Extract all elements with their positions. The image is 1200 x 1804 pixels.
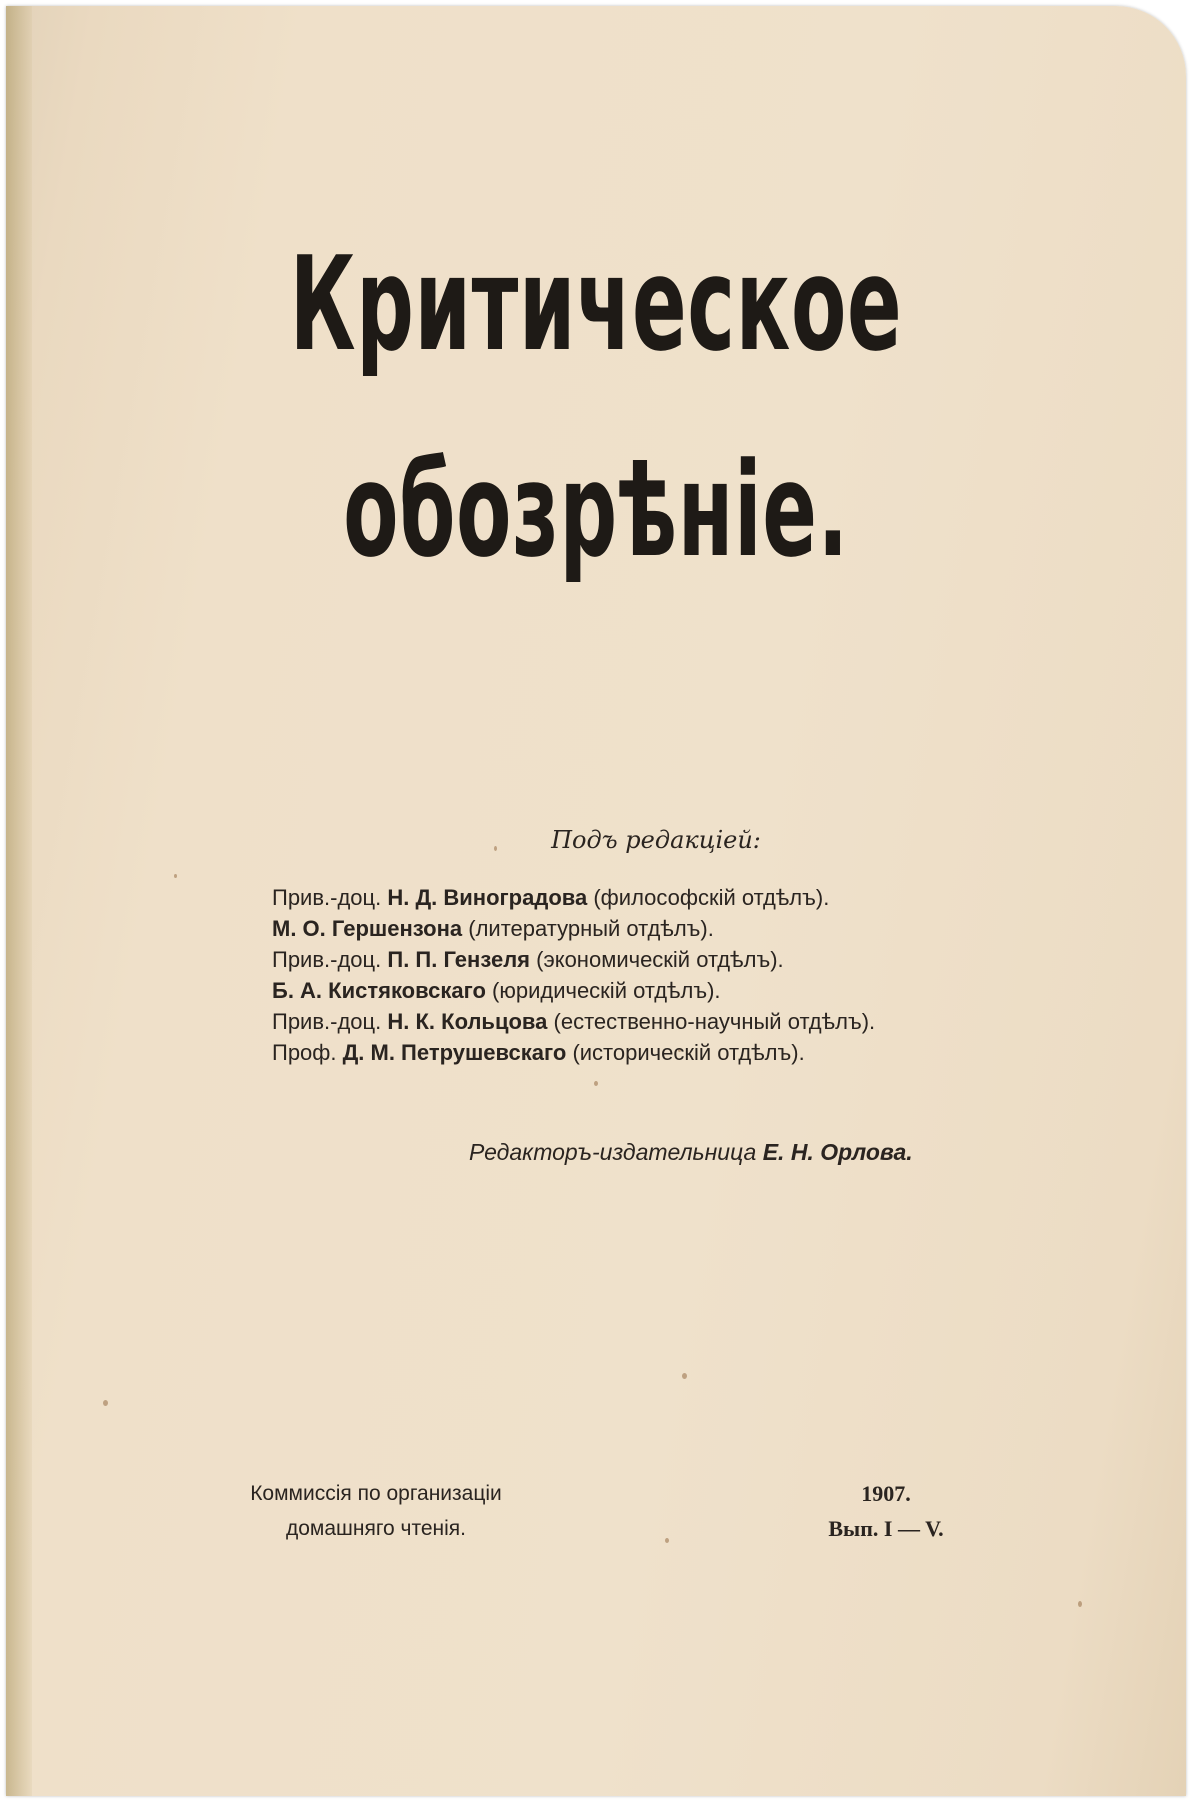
editor-name: Н. Д. Виноградова	[387, 885, 588, 910]
editor-name: П. П. Гензеля	[387, 947, 531, 972]
editor-department: (экономическій отдѣлъ).	[530, 947, 784, 972]
editor-prefix: Проф.	[272, 1040, 343, 1065]
footer-organization	[206, 1476, 546, 1546]
organization-line-2: домашняго чтенія.	[285, 1517, 467, 1540]
publisher-name: Е. Н. Орлова.	[762, 1139, 913, 1165]
editor-line	[272, 1006, 875, 1037]
publisher-line	[469, 1139, 913, 1166]
editor-name: Д. М. Петрушевскаго	[342, 1040, 567, 1065]
title-line-2: обозрѣніе.	[343, 434, 849, 586]
organization-line-1: Коммиссія по организаціи	[250, 1482, 502, 1505]
editors-list	[272, 882, 875, 1068]
spine-stain	[6, 6, 32, 1796]
foxing-spot	[682, 1373, 687, 1379]
editor-line	[272, 944, 875, 975]
editor-name: Б. А. Кистяковскаго	[272, 978, 486, 1003]
issue-range: Вып. I — V.	[828, 1516, 944, 1541]
foxing-spot	[594, 1081, 598, 1086]
publication-year: 1907.	[861, 1481, 911, 1506]
title-line-1: Критическое	[289, 228, 903, 380]
editor-prefix: Прив.-доц.	[272, 947, 388, 972]
editor-name: М. О. Гершензона	[272, 916, 463, 941]
foxing-spot	[1078, 1601, 1082, 1607]
editors-heading: Подъ редакціей:	[551, 826, 761, 854]
editor-department: (историческій отдѣлъ).	[566, 1040, 805, 1065]
foxing-spot	[174, 874, 177, 878]
editor-department: (естественно-научный отдѣлъ).	[547, 1009, 876, 1034]
title-page	[6, 6, 1186, 1796]
editor-name: Н. К. Кольцова	[387, 1009, 548, 1034]
foxing-spot	[665, 1538, 669, 1543]
editor-line	[272, 975, 875, 1006]
publisher-label: Редакторъ-издательница	[469, 1139, 763, 1165]
editor-line	[272, 882, 875, 913]
foxing-spot	[103, 1400, 108, 1406]
editor-prefix: Прив.-доц.	[272, 1009, 388, 1034]
editor-line	[272, 1037, 875, 1068]
editor-department: (философскій отдѣлъ).	[587, 885, 830, 910]
editor-prefix: Прив.-доц.	[272, 885, 388, 910]
editor-line	[272, 913, 875, 944]
footer-year-issue	[796, 1476, 976, 1546]
editor-department: (литературный отдѣлъ).	[462, 916, 714, 941]
editor-department: (юридическій отдѣлъ).	[485, 978, 721, 1003]
